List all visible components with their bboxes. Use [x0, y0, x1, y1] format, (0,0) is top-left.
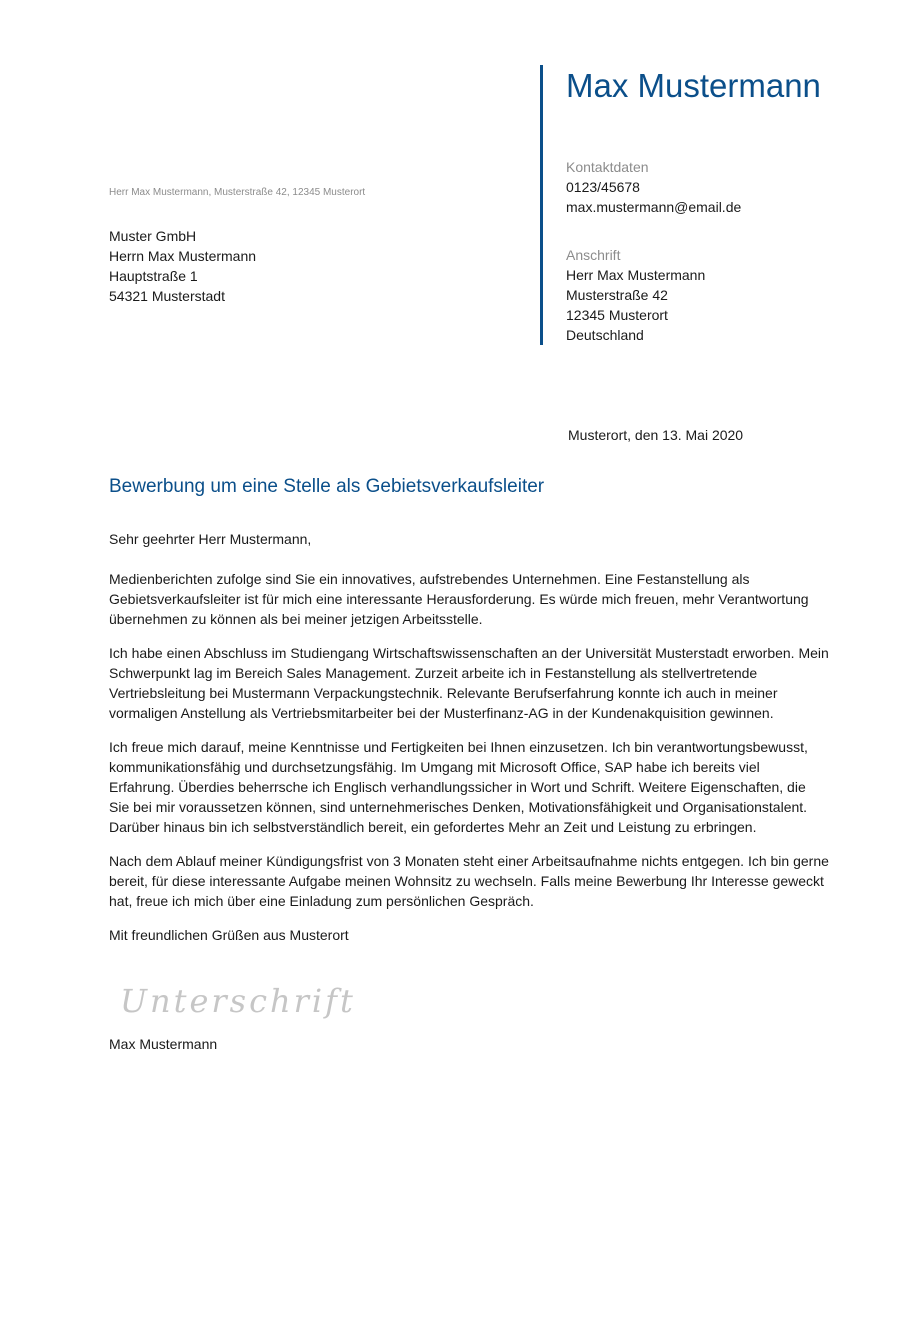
recipient-line: Muster GmbH: [109, 228, 197, 244]
email-address: max.mustermann@email.de: [566, 199, 742, 215]
recipient-address: [109, 226, 256, 306]
letter-subject: Bewerbung um eine Stelle als Gebietsverkaufsleiter: [109, 476, 545, 497]
body-paragraph: Medienberichten zufolge sind Sie ein innovatives, aufstrebendes Unternehmen. Eine Festanstellung als Gebietsverkaufsleiter ist für mich eine interessante Herausforderung. Es würde mich freuen, mehr Verantwortung übernehmen zu können als bei meiner jetzigen Arbeitsstelle.: [109, 571, 809, 627]
accent-bar: [540, 65, 543, 345]
sender-return-address: Herr Max Mustermann, Musterstraße 42, 12345 Musterort: [109, 187, 366, 198]
body-paragraph: Ich freue mich darauf, meine Kenntnisse und Fertigkeiten bei Ihnen einzusetzen. Ich bin verantwortungsbewusst, kommunikationsfähig und durchsetzungsfähig. Im Umgang mit Microsoft Office, SAP habe ich bereits viel Erfahrung. Überdies beherrsche ich Englisch verhandlungssicher in Wort und Schrift. Weitere Eigenschaften, die Sie bei mir voraussetzen können, sind unternehmerisches Denken, Motivationsfähigkeit und Organisationstalent. Darüber hinaus bin ich selbstverständlich bereit, ein gefordertes Mehr an Zeit und Leistung zu erbringen.: [109, 739, 808, 835]
address-line: Musterstraße 42: [566, 287, 668, 303]
address-line: Herr Max Mustermann: [566, 267, 706, 283]
address-block: [566, 245, 705, 345]
contact-block: [566, 157, 741, 217]
phone-number: 0123/45678: [566, 179, 640, 195]
signer-name: Max Mustermann: [109, 1036, 218, 1052]
recipient-line: Hauptstraße 1: [109, 268, 198, 284]
contact-label: Kontaktdaten: [566, 159, 649, 175]
letter-date: Musterort, den 13. Mai 2020: [568, 427, 744, 443]
signature-placeholder: Unterschrift: [120, 982, 356, 1020]
letter-body: [109, 529, 829, 959]
recipient-line: Herrn Max Mustermann: [109, 248, 257, 264]
body-paragraph: Nach dem Ablauf meiner Kündigungsfrist von 3 Monaten steht einer Arbeitsaufnahme nichts entgegen. Ich bin gerne bereit, für diese interessante Aufgabe meinen Wohnsitz zu wechseln. Falls meine Bewerbung Ihr Interesse geweckt hat, freue ich mich über eine Einladung zum persönlichen Gespräch.: [109, 853, 829, 909]
body-paragraph: Ich habe einen Abschluss im Studiengang Wirtschaftswissenschaften an der Universität Musterstadt erworben. Mein Schwerpunkt lag im Bereich Sales Management. Zurzeit arbeite ich in Festanstellung als stellvertretende Vertriebsleitung bei Mustermann Verpackungstechnik. Relevante Berufserfahrung konnte ich auch in meiner vormaligen Anstellung als Vertriebsmitarbeiter bei der Musterfinanz-AG in der Kundenakquisition gewinnen.: [109, 645, 829, 721]
closing-phrase: Mit freundlichen Grüßen aus Musterort: [109, 927, 349, 943]
recipient-line: 54321 Musterstadt: [109, 288, 225, 304]
salutation: Sehr geehrter Herr Mustermann,: [109, 531, 312, 547]
applicant-name-heading: Max Mustermann: [566, 67, 821, 104]
address-line: 12345 Musterort: [566, 307, 668, 323]
address-label: Anschrift: [566, 247, 621, 263]
address-line: Deutschland: [566, 327, 644, 343]
